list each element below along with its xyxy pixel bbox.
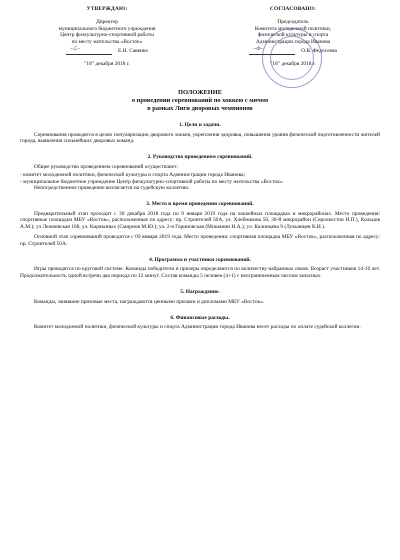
section-paragraph: Команды, занявшие призовые места, награждаются ценными призами и дипломами МБУ «Восток». [34,298,265,305]
agree-line: Администрации города Иванова [255,38,331,45]
title-line: ПОЛОЖЕНИЕ [178,89,222,97]
section-paragraph: - муниципальное бюджетное учреждение Центр физкультурно-спортивной работы по месту жительства «Восток». [20,178,284,185]
official-stamp-inner-ring [270,36,314,80]
document-title [20,89,380,112]
section-paragraph: Игры проводятся по круговой системе. Команды победители и призеры определяются по количеству набранных очков. Возраст участников 14-16 лет. Продолжительность одной встречи два периода по 12 минут. Состав команды 5 человек (4+1) с неограниченным числом запасных. [20,266,380,279]
approve-line: муниципального бюджетного учреждения [58,25,156,32]
approve-line: по месту жительства «Восток» [71,38,143,45]
agree-signature-name: О.В. Федосеева [301,48,337,55]
approve-signature: ~ℒ~ [66,48,112,55]
approve-caption: УТВЕРЖДАЮ: [86,6,128,12]
section-heading: 6. Финансовые расходы. [170,314,230,321]
document-header [20,6,380,67]
section-paragraph: Предварительный этап проходит с 30 декабря 2018 года по 9 января 2019 года на хоккейных площадках в микрорайонах. Место проведения: спортивные площадки МБУ «Восток», расположенные по адресу: пр. Строителей 50А, ул. Хлебникова 50, 30-й микрорайон (Серохвостов Н.П.), Кольцов А.М.); ул Лежневская 168, ул. Кирякиных (Смирнов М.Ю.); ул. 2-я Гориновская (Мишанин Н.А.); ул. Калинцева 9 (Лукьянцев К.И.). [20,210,380,230]
section-paragraph: Непосредственное проведение возлагается на судейскую коллегию. [34,185,190,192]
agree-line: Председатель [277,19,309,26]
agree-caption: СОГЛАСОВАНО: [269,6,317,12]
section-paragraph: Соревнования проводятся в целях популяризации дворового хоккея, укрепления здоровья, повышения уровня физической подготовленности жителей города, выявления сильнейших дворовых команд. [20,131,380,145]
section-heading: 2. Руководство проведением соревнований. [147,154,253,161]
agree-date: "18" декабря 2018 г. [270,61,316,68]
approve-signature-name: Е.Н. Савенко [117,48,149,55]
approve-date: "18" декабря 2018 г. [84,61,130,68]
section-paragraph: Общее руководство проведением соревнований осуществляет: [34,163,178,170]
section-paragraph: Основной этап соревнований проводится с 09 января 2019 года. Место проведения: спортивная площадка МБУ «Восток», расположенная по адресу: пр. Строителей 50А. [20,234,380,247]
approve-line: Директор [96,19,118,26]
agree-line: физической культуры и спорта [257,32,329,39]
section-paragraph: - комитет молодежной политики, физической культуры и спорта Администрации города Иванова; [20,172,245,179]
approve-block [32,6,182,67]
section-heading: 4. Программа и участники соревнований. [149,256,251,263]
section-heading: 3. Место и время проведения соревнований. [146,201,254,208]
section-heading: 1. Цели и задачи. [179,122,221,129]
section-heading: 5. Награждение. [180,289,220,296]
section-paragraph: Комитет молодежной политики, физической культуры и спорта Администрации города Иванова несет расходы по оплате судейской коллегии. [34,324,361,331]
title-line: в рамках Лиги дворовых чемпионов [147,104,253,112]
approve-signature-row [32,48,182,55]
title-line: о проведении соревнований по хоккею с мячом [131,97,269,105]
agree-line: Комитета молодежной политики, [254,25,332,32]
approve-line: Центр физкультурно-спортивной работы [60,32,154,39]
agree-signature: ~Ф~ [249,48,295,55]
